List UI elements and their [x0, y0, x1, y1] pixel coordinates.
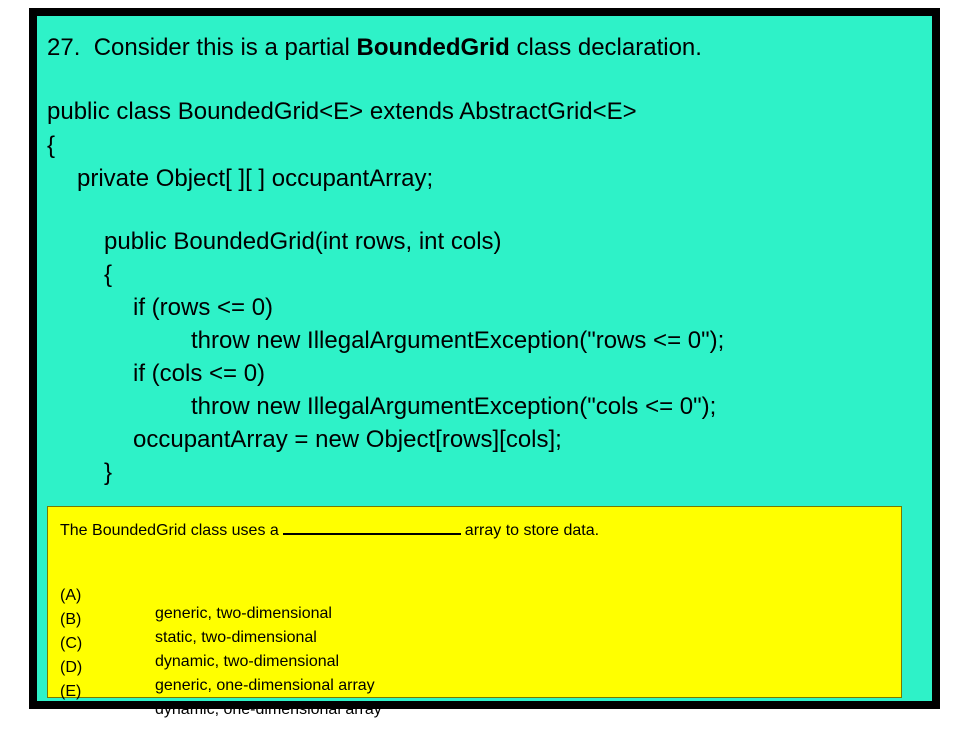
question-title [47, 34, 702, 62]
quiz-stem-before: The BoundedGrid class uses a [60, 522, 279, 539]
option-e[interactable] [48, 665, 901, 737]
slide-panel [37, 16, 932, 718]
answer-blank [283, 519, 461, 535]
question-bold-class: BoundedGrid [356, 34, 510, 61]
code-line: private Object[ ][ ] occupantArray; [77, 165, 434, 192]
code-line: { [47, 132, 56, 159]
option-text: generic, two-dimensional [155, 605, 332, 622]
option-text: generic, one-dimensional array [155, 677, 375, 694]
option-text: static, two-dimensional [155, 629, 317, 646]
code-line: if (cols <= 0) [133, 360, 266, 387]
code-line: public BoundedGrid(int rows, int cols) [104, 228, 502, 255]
code-line: occupantArray = new Object[rows][cols]; [133, 426, 562, 453]
code-line: throw new IllegalArgumentException("rows <= 0"); [191, 327, 725, 354]
code-line: if (rows <= 0) [133, 294, 274, 321]
option-letter: (E) [60, 683, 82, 700]
quiz-stem [60, 519, 599, 540]
code-line: public class BoundedGrid<E> extends AbstractGrid<E> [47, 98, 637, 125]
option-letter: (C) [60, 635, 83, 652]
code-line: throw new IllegalArgumentException("cols <= 0"); [191, 393, 717, 420]
code-line: { [104, 261, 113, 288]
code-line: } [104, 459, 113, 486]
option-text: dynamic, one-dimensional array [155, 701, 382, 718]
question-number: 27. [47, 34, 81, 61]
option-letter: (A) [60, 587, 82, 604]
option-letter: (D) [60, 659, 83, 676]
question-suffix: class declaration. [516, 34, 702, 61]
quiz-box [47, 506, 902, 718]
quiz-stem-after: array to store data. [464, 522, 600, 539]
option-text: dynamic, two-dimensional [155, 653, 340, 670]
question-prefix: Consider this is a partial [93, 34, 350, 61]
slide-frame [29, 8, 940, 718]
option-letter: (B) [60, 611, 82, 628]
